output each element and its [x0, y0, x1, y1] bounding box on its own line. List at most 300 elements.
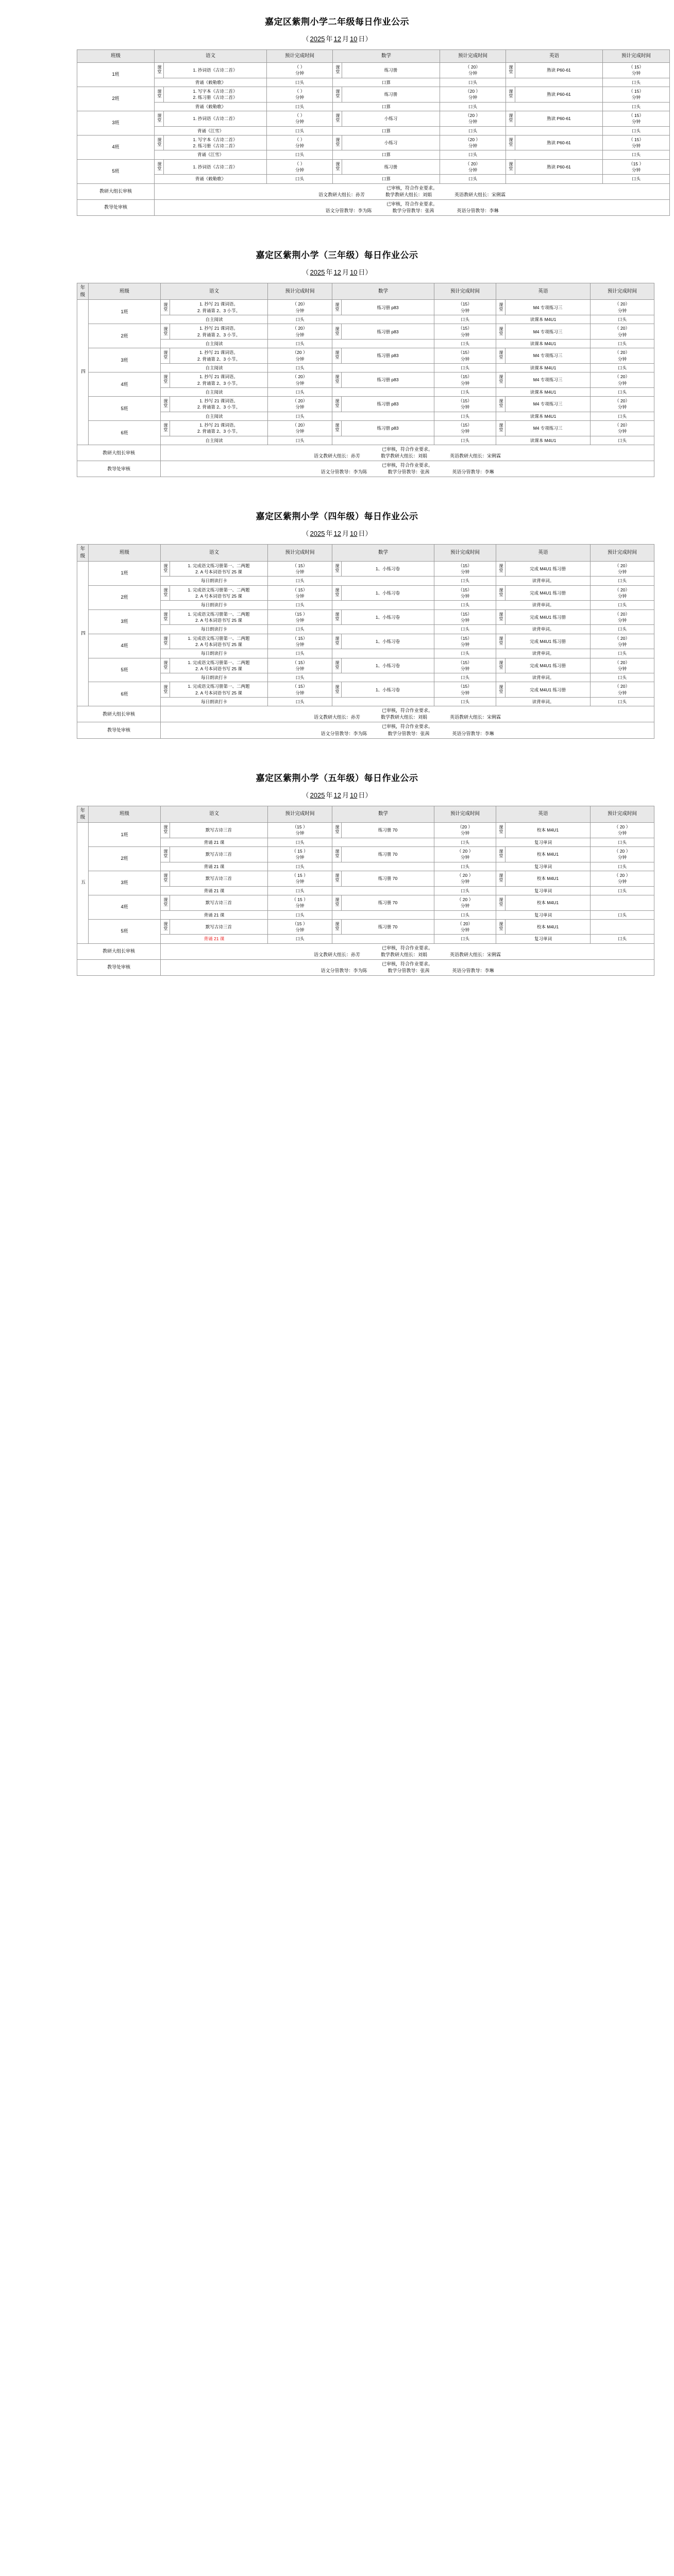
english-time: [591, 324, 654, 340]
chinese-oral-homework: 每日朗读打卡: [161, 649, 268, 658]
class-name: 2班: [89, 585, 161, 609]
english-time: [603, 87, 670, 102]
audit-group-row-math-signer: 数学教研大组长：刘娟: [381, 453, 428, 459]
math-time: [434, 823, 496, 838]
chinese-homework: 1. 完成语文练习册第一、二两题 2. A 号本词语书写 25 课: [170, 634, 268, 649]
chinese-oral-time: 口头: [268, 673, 332, 682]
chinese-time-value: （ 15 ）: [292, 849, 308, 854]
table-row-oral: [77, 698, 654, 706]
header-class: 班级: [77, 50, 155, 63]
in-class-marker-english: 课堂: [506, 111, 515, 126]
in-class-marker-english: 课堂: [506, 63, 515, 78]
english-oral-time: 口头: [591, 838, 654, 846]
chinese-time-unit: 分钟: [295, 332, 305, 337]
homework-table-section-1: [77, 0, 651, 216]
chinese-time-unit: 分钟: [295, 879, 305, 885]
english-time-unit: 分钟: [618, 879, 627, 885]
english-homework: 熟读 P60-61: [515, 135, 603, 150]
audit-office-row-label: 教导处审核: [77, 959, 161, 975]
english-oral-homework: 复习单词: [496, 838, 591, 846]
english-time-value: （ 20 ）: [614, 849, 631, 854]
english-time-unit: 分钟: [618, 831, 627, 836]
date-month-unit: 月: [342, 35, 349, 43]
in-class-marker-chinese: 课堂: [155, 63, 164, 78]
english-time-value: （ 20）: [615, 684, 630, 689]
header-math-time: 预计完成时间: [440, 50, 506, 63]
audit-group-row-body: [155, 183, 670, 199]
audit-group-row-math-signer: 数学教研大组长：刘娟: [381, 952, 428, 957]
chinese-oral-time: 口头: [268, 412, 332, 420]
math-time-value: （15）: [458, 587, 472, 592]
class-name: 6班: [89, 421, 161, 445]
english-time: [591, 658, 654, 673]
in-class-marker-math: 课堂: [332, 372, 342, 388]
table-title-1: 嘉定区紫荆小学二年级每日作业公示: [265, 17, 409, 27]
math-time: [434, 421, 496, 436]
chinese-time-unit: 分钟: [295, 855, 305, 860]
math-oral-time: 口头: [434, 625, 496, 634]
in-class-marker-chinese: 课堂: [155, 111, 164, 126]
chinese-homework: 1. 抄写 21 课词语。 2. 背诵第 2、3 小节。: [170, 348, 268, 364]
audit-office-row-math-signer: 数学分管教导：张茜: [387, 731, 430, 736]
math-time: [434, 397, 496, 412]
section-spacer: [0, 216, 674, 233]
header-english-time: 预计完成时间: [591, 545, 654, 562]
chinese-oral-homework: 背诵 21 课: [161, 838, 268, 846]
math-homework: 练习册 p83: [342, 372, 434, 388]
math-oral-time: 口头: [434, 412, 496, 420]
math-time: [434, 658, 496, 673]
english-homework: 完成 M4U1 练习册: [506, 682, 591, 698]
table-date-2: [77, 261, 597, 283]
audit-group-row-body: [161, 943, 654, 959]
audit-office-row: [77, 722, 654, 738]
english-homework: M4 专项练习三: [506, 397, 591, 412]
math-oral-homework: 口算: [333, 102, 440, 111]
math-time-value: （15）: [458, 398, 472, 404]
math-time-unit: 分钟: [468, 95, 478, 100]
in-class-marker-english: 课堂: [506, 159, 515, 175]
math-oral-time: 口头: [440, 102, 506, 111]
english-time-unit: 分钟: [632, 143, 641, 149]
english-oral-homework: 读课本 M4U1: [496, 339, 591, 348]
date-day: 10: [349, 268, 358, 276]
math-time-value: （15）: [458, 350, 472, 355]
date-month: 12: [333, 35, 341, 43]
english-homework: 熟读 P60-61: [515, 63, 603, 78]
class-name: 2班: [89, 324, 161, 348]
chinese-oral-time: 口头: [268, 601, 332, 609]
class-name: 1班: [89, 300, 161, 324]
homework-table-section-2: [77, 233, 637, 477]
math-homework: 练习册: [342, 159, 440, 175]
chinese-oral-homework: 背诵《敕勒歌》: [155, 102, 267, 111]
class-name: 5班: [89, 658, 161, 682]
math-time-value: （15）: [458, 374, 472, 380]
chinese-oral-homework: 背诵 21 课: [161, 886, 268, 895]
math-oral-homework: [332, 649, 434, 658]
class-name: 1班: [89, 561, 161, 585]
homework-table-4: [77, 806, 654, 976]
math-homework: 练习册 70: [342, 823, 434, 838]
chinese-time-value: （ 15 ）: [292, 872, 308, 878]
chinese-oral-time: 口头: [267, 126, 333, 135]
audit-office-row-math-signer: 数学分管教导：张茜: [387, 469, 430, 475]
date-year-unit: 年: [326, 35, 333, 43]
english-oral-time: 口头: [603, 78, 670, 87]
math-homework: 练习册: [342, 87, 440, 102]
in-class-marker-english: 课堂: [496, 895, 506, 910]
date-day-unit: 日: [358, 268, 365, 276]
english-homework: M4 专项练习三: [506, 300, 591, 315]
math-oral-time: 口头: [434, 935, 496, 943]
class-name: 2班: [89, 847, 161, 871]
chinese-homework: 默写古诗三首: [170, 847, 268, 862]
date-year-unit: 年: [326, 791, 333, 799]
table-row: [77, 421, 654, 436]
header-class: 班级: [89, 806, 161, 823]
english-time: [591, 300, 654, 315]
in-class-marker-english: 课堂: [496, 372, 506, 388]
chinese-time: [267, 159, 333, 175]
table-row-oral: [77, 886, 654, 895]
audit-group-row-text: 已审核，符合作业要求。: [382, 708, 433, 714]
class-name: 1班: [77, 63, 155, 87]
math-oral-time: 口头: [434, 673, 496, 682]
table-header-row: [77, 50, 670, 63]
english-time-value: （ 20）: [615, 611, 630, 617]
chinese-time-value: （ 15）: [292, 563, 308, 568]
math-homework: 练习册 70: [342, 895, 434, 910]
english-oral-homework: 读课本 M4U1: [496, 412, 591, 420]
math-homework: 练习册: [342, 63, 440, 78]
header-chinese: 语文: [161, 806, 268, 823]
math-time-value: （20 ）: [465, 112, 480, 118]
math-time-unit: 分钟: [461, 666, 470, 671]
english-homework: 熟读 P60-61: [515, 159, 603, 175]
tables-root: [0, 0, 674, 976]
chinese-homework: 1. 完成语文练习册第一、二两题 2. A 号本词语书写 25 课: [170, 682, 268, 698]
math-homework: 练习册 70: [342, 919, 434, 935]
audit-group-row-signatures: [162, 952, 652, 958]
chinese-time: [268, 372, 332, 388]
chinese-homework: 1. 写字本《古诗二首》 2. 练习册《古诗二首》: [164, 135, 267, 150]
chinese-oral-time: 口头: [268, 625, 332, 634]
chinese-homework: 默写古诗三首: [170, 895, 268, 910]
math-oral-time: 口头: [434, 910, 496, 919]
class-name: 4班: [89, 372, 161, 397]
header-english-time: 预计完成时间: [603, 50, 670, 63]
in-class-marker-math: 课堂: [333, 135, 342, 150]
date-day-unit: 日: [358, 530, 365, 538]
english-homework: 校本 M4U1: [506, 871, 591, 886]
english-time: [591, 895, 654, 910]
english-oral-homework: 复习单词: [496, 862, 591, 871]
audit-group-row: [77, 445, 654, 461]
in-class-marker-english: 课堂: [496, 324, 506, 340]
math-homework: 练习册 p83: [342, 300, 434, 315]
date-year: 2025: [310, 268, 325, 276]
english-homework: 熟读 P60-61: [515, 87, 603, 102]
in-class-marker-english: 课堂: [496, 397, 506, 412]
english-time: [591, 871, 654, 886]
english-oral-time: 口头: [603, 102, 670, 111]
audit-office-row-text: 已审核，符合作业要求。: [382, 961, 433, 967]
audit-group-row-english-signer: 英语教研大组长：宋俐霖: [454, 192, 506, 197]
table-row: [77, 919, 654, 935]
in-class-marker-english: 课堂: [496, 823, 506, 838]
header-chinese-time: 预计完成时间: [268, 806, 332, 823]
english-time: [591, 561, 654, 577]
in-class-marker-english: 课堂: [496, 682, 506, 698]
chinese-time-value: （ 20）: [292, 374, 308, 380]
date-year: 2025: [310, 35, 325, 43]
english-time-unit: 分钟: [618, 855, 627, 860]
chinese-oral-homework: 背诵《江雪》: [155, 126, 267, 135]
english-oral-time: 口头: [591, 649, 654, 658]
in-class-marker-math: 课堂: [332, 682, 342, 698]
chinese-oral-homework: 每日朗读打卡: [161, 698, 268, 706]
table-title-3: 嘉定区紫荆小学（四年级）每日作业公示: [256, 512, 418, 522]
chinese-time-unit: 分钟: [295, 927, 305, 933]
audit-group-row-signatures: [162, 714, 652, 721]
math-time: [434, 682, 496, 698]
math-oral-time: 口头: [434, 886, 496, 895]
english-time: [591, 421, 654, 436]
chinese-time-unit: 分钟: [295, 95, 305, 100]
in-class-marker-math: 课堂: [333, 63, 342, 78]
chinese-oral-time: 口头: [268, 339, 332, 348]
chinese-homework: 默写古诗三首: [170, 919, 268, 935]
english-oral-time: 口头: [603, 175, 670, 183]
table-row-oral: [77, 649, 654, 658]
math-time: [434, 324, 496, 340]
audit-office-row-english-signer: 英语分管教导：李琳: [452, 731, 494, 736]
english-time-value: （ 20）: [615, 563, 630, 568]
english-time-value: （ 15）: [629, 88, 644, 94]
chinese-oral-homework: 背诵《敕勒歌》: [155, 78, 267, 87]
math-oral-homework: 口算: [333, 126, 440, 135]
math-oral-time: 口头: [434, 436, 496, 445]
audit-group-row-english-signer: 英语教研大组长：宋俐霖: [450, 715, 501, 720]
chinese-oral-time: 口头: [268, 436, 332, 445]
chinese-homework: 1. 抄词语《古诗二首》: [164, 159, 267, 175]
math-time-value: （ 20）: [458, 921, 473, 926]
math-oral-homework: [332, 838, 434, 846]
chinese-time: [267, 63, 333, 78]
math-oral-time: 口头: [440, 150, 506, 159]
chinese-homework: 默写古诗三首: [170, 823, 268, 838]
chinese-homework: 1. 抄写 21 课词语。 2. 背诵第 2、3 小节。: [170, 372, 268, 388]
audit-group-row-chinese-signer: 语文教研大组长：孙芳: [314, 453, 361, 459]
class-name: 3班: [77, 111, 155, 135]
chinese-time-value: （ 20）: [292, 422, 308, 428]
english-time-value: （ 15）: [629, 64, 644, 70]
english-oral-time: 口头: [591, 910, 654, 919]
english-oral-time: 口头: [591, 412, 654, 420]
table-row: [77, 561, 654, 577]
homework-table-1: [77, 49, 670, 216]
math-time: [434, 847, 496, 862]
chinese-time: [268, 871, 332, 886]
english-time: [591, 634, 654, 649]
english-oral-time: 口头: [591, 698, 654, 706]
english-time-unit: 分钟: [618, 594, 627, 599]
audit-group-row-text: 已审核，符合作业要求。: [382, 945, 433, 951]
math-time-unit: 分钟: [461, 690, 470, 696]
chinese-oral-homework: 背诵《敕勒歌》: [155, 175, 267, 183]
math-homework: 1、小练习卷: [342, 609, 434, 625]
math-homework: 练习册 p83: [342, 348, 434, 364]
class-name: 5班: [89, 397, 161, 421]
in-class-marker-chinese: 课堂: [161, 823, 170, 838]
audit-office-row-signatures: [162, 469, 652, 476]
math-oral-time: 口头: [434, 387, 496, 396]
english-oral-time: 口头: [591, 363, 654, 372]
audit-group-row: [77, 943, 654, 959]
chinese-oral-homework: 自主阅读: [161, 363, 268, 372]
audit-office-row-chinese-signer: 语文分管教导：李为陈: [321, 731, 367, 736]
audit-office-row-english-signer: 英语分管教导：李琳: [452, 968, 494, 973]
header-english-time: 预计完成时间: [591, 806, 654, 823]
table-date-4: [77, 784, 597, 806]
header-english: 英语: [496, 806, 591, 823]
math-oral-homework: 口算: [333, 150, 440, 159]
chinese-time: [268, 348, 332, 364]
audit-office-row: [77, 461, 654, 477]
table-row-oral: [77, 625, 654, 634]
in-class-marker-math: 课堂: [332, 397, 342, 412]
header-chinese: 语文: [161, 545, 268, 562]
math-homework: 1、小练习卷: [342, 634, 434, 649]
in-class-marker-math: 课堂: [332, 561, 342, 577]
in-class-marker-math: 课堂: [332, 895, 342, 910]
audit-group-row-text: 已审核，符合作业要求。: [386, 185, 438, 191]
date-month: 12: [333, 530, 341, 538]
audit-group-row-signatures: [156, 192, 668, 198]
english-time-value: （ 20）: [615, 350, 630, 355]
math-oral-homework: 口算: [333, 175, 440, 183]
table-row: [77, 348, 654, 364]
math-time-value: （15）: [458, 326, 472, 331]
math-time-value: （15）: [458, 684, 472, 689]
in-class-marker-math: 课堂: [332, 919, 342, 935]
chinese-time-value: （20 ）: [292, 350, 308, 355]
table-row: [77, 135, 670, 150]
table-row: [77, 300, 654, 315]
header-chinese: 语文: [155, 50, 267, 63]
chinese-time-unit: 分钟: [295, 617, 305, 623]
header-math: 数学: [332, 806, 434, 823]
math-oral-homework: [332, 412, 434, 420]
in-class-marker-math: 课堂: [332, 421, 342, 436]
chinese-oral-homework: 自主阅读: [161, 412, 268, 420]
chinese-time-value: （ 15 ）: [292, 896, 308, 902]
audit-office-row: [77, 959, 654, 975]
chinese-time-value: （ ）: [294, 137, 305, 142]
chinese-time-unit: 分钟: [295, 356, 305, 362]
date-month: 12: [333, 791, 341, 799]
math-time-unit: 分钟: [461, 903, 470, 909]
table-row: [77, 871, 654, 886]
english-time-value: （ 20）: [615, 587, 630, 592]
header-english: 英语: [496, 283, 591, 300]
math-time: [440, 111, 506, 126]
in-class-marker-chinese: 课堂: [161, 871, 170, 886]
class-name: 3班: [89, 871, 161, 895]
chinese-time-unit: 分钟: [295, 569, 305, 575]
in-class-marker-english: 课堂: [496, 421, 506, 436]
english-homework: 完成 M4U1 练习册: [506, 561, 591, 577]
english-oral-homework: [506, 175, 603, 183]
section-spacer: [0, 739, 674, 756]
math-time-unit: 分钟: [461, 380, 470, 386]
math-time: [440, 159, 506, 175]
chinese-time-unit: 分钟: [295, 71, 305, 76]
table-row-oral: [77, 126, 670, 135]
chinese-time: [267, 111, 333, 126]
math-time-value: （15）: [458, 301, 472, 307]
header-math-time: 预计完成时间: [434, 806, 496, 823]
table-title-4: 嘉定区紫荆小学（五年级）每日作业公示: [256, 773, 418, 783]
header-chinese-time: 预计完成时间: [268, 283, 332, 300]
header-math-time: 预计完成时间: [434, 283, 496, 300]
chinese-oral-time: 口头: [268, 838, 332, 846]
chinese-time-unit: 分钟: [295, 666, 305, 671]
math-time-value: （ 20）: [465, 64, 480, 70]
math-time-value: （15）: [458, 635, 472, 641]
in-class-marker-math: 课堂: [332, 634, 342, 649]
math-time-unit: 分钟: [461, 404, 470, 410]
date-day: 10: [349, 530, 358, 538]
english-time-value: （ 20 ）: [614, 824, 631, 830]
chinese-oral-time: 口头: [268, 698, 332, 706]
english-time: [591, 585, 654, 601]
english-oral-time: 口头: [603, 150, 670, 159]
chinese-time-unit: 分钟: [295, 903, 305, 909]
math-time: [434, 895, 496, 910]
chinese-oral-homework: 背诵 21 课: [161, 862, 268, 871]
in-class-marker-chinese: 课堂: [161, 421, 170, 436]
audit-group-row-chinese-signer: 语文教研大组长：孙芳: [314, 952, 361, 957]
math-time-value: （ 20）: [465, 161, 480, 166]
english-oral-time: 口头: [591, 601, 654, 609]
math-oral-homework: 口算: [333, 78, 440, 87]
chinese-time-value: （15 ）: [292, 921, 308, 926]
in-class-marker-english: 课堂: [496, 585, 506, 601]
audit-group-row-math-signer: 数学教研大组长：刘娟: [385, 192, 432, 197]
table-row: [77, 372, 654, 388]
english-homework: 校本 M4U1: [506, 919, 591, 935]
math-time-value: （15）: [458, 611, 472, 617]
audit-office-row-english-signer: 英语分管教导：李琳: [457, 208, 499, 213]
audit-group-row-text: 已审核，符合作业要求。: [382, 447, 433, 452]
chinese-time-value: （ 20）: [292, 398, 308, 404]
in-class-marker-chinese: 课堂: [161, 372, 170, 388]
section-spacer: [0, 477, 674, 495]
math-time-value: （15）: [458, 563, 472, 568]
english-time-value: （15 ）: [629, 161, 644, 166]
chinese-homework: 1. 完成语文练习册第一、二两题 2. A 号本词语书写 25 课: [170, 561, 268, 577]
in-class-marker-chinese: 课堂: [161, 324, 170, 340]
in-class-marker-english: 课堂: [496, 847, 506, 862]
chinese-time-unit: 分钟: [295, 308, 305, 313]
date-year-unit: 年: [326, 530, 333, 538]
grade-label: 五: [77, 823, 89, 944]
math-oral-homework: [332, 625, 434, 634]
english-time-value: （ 20）: [615, 659, 630, 665]
in-class-marker-chinese: 课堂: [155, 87, 164, 102]
